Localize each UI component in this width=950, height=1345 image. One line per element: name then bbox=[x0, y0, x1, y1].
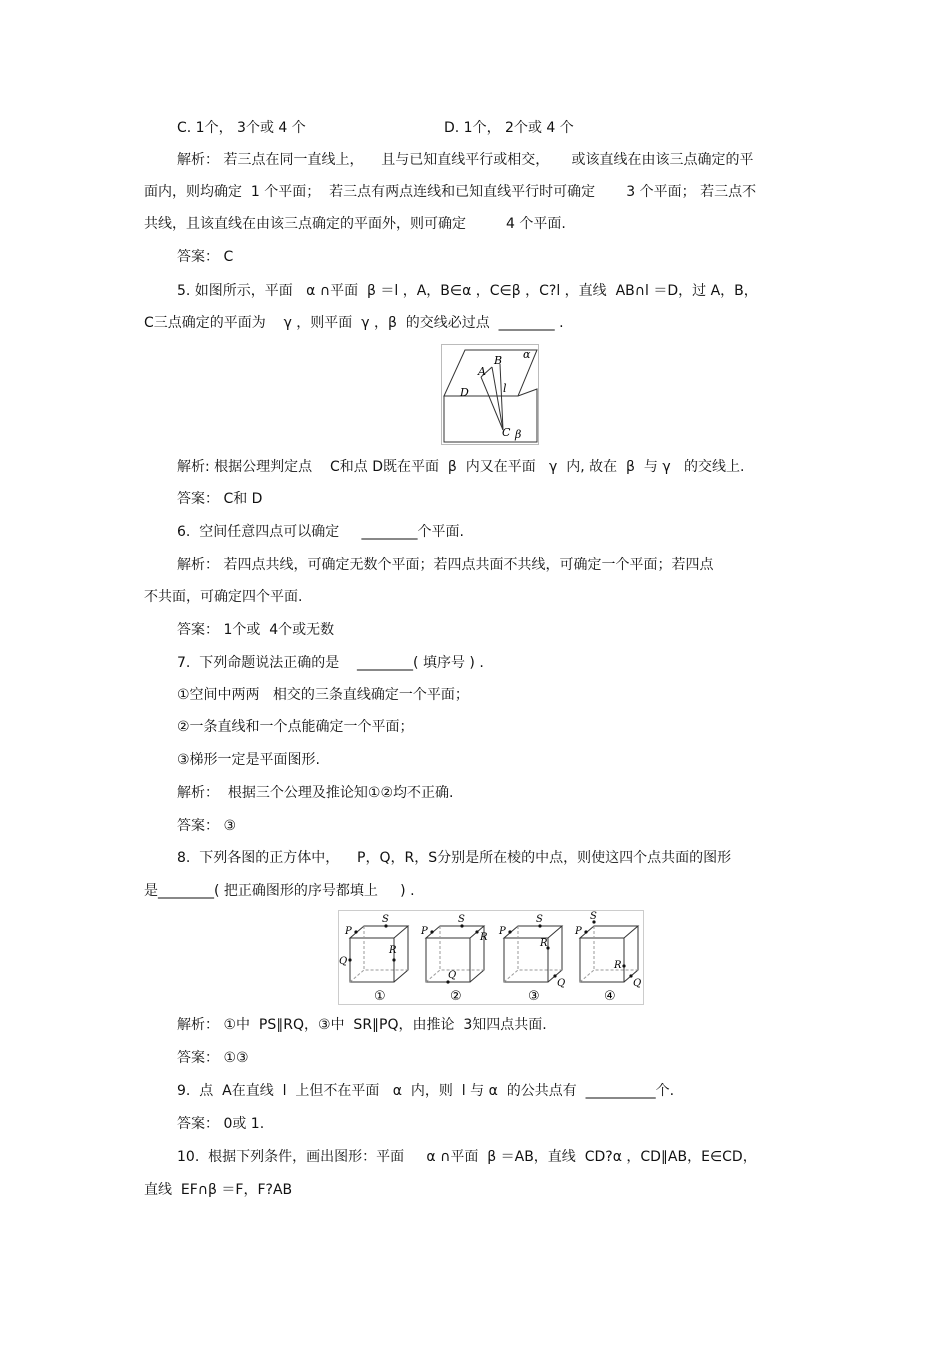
cube-number-4: ④ bbox=[604, 989, 616, 1004]
label-B: B bbox=[494, 354, 503, 367]
q9-answer: 答案： 0或 1. bbox=[177, 1116, 265, 1132]
q5-question-2: C三点确定的平面为 γ ，则平面 γ ，β 的交线必过点 ________ . bbox=[144, 315, 564, 331]
label-R: R bbox=[389, 945, 397, 956]
q6-analysis-1: 解析： 若四点共线，可确定无数个平面；若四点共面不共线，可确定一个平面；若四点 bbox=[177, 557, 714, 573]
q7-item-1: ①空间中两两 相交的三条直线确定一个平面； bbox=[177, 687, 469, 703]
cube-number-1: ① bbox=[374, 989, 386, 1004]
cube-3 bbox=[498, 914, 565, 1004]
q6-analysis-2: 不共面，可确定四个平面. bbox=[144, 589, 303, 605]
cube-4 bbox=[574, 911, 641, 1004]
label-alpha: α bbox=[523, 348, 531, 361]
q9-question: 9. 点 A在直线 l 上但不在平面 α 内，则 l 与 α 的公共点有 __________个. bbox=[177, 1083, 675, 1099]
q4-answer: 答案： C bbox=[177, 249, 234, 265]
q4-analysis-1: 解析： 若三点在同一直线上， 且与已知直线平行或相交， 或该直线在由该三点确定的平 bbox=[177, 152, 754, 168]
label-Q: Q bbox=[557, 978, 566, 989]
label-S: S bbox=[536, 914, 543, 925]
q4-analysis-3: 共线，且该直线在由该三点确定的平面外，则可确定 4 个平面. bbox=[144, 216, 566, 232]
q8-question-1: 8. 下列各图的正方体中， P，Q，R，S分别是所在棱的中点，则使这四个点共面的图形 bbox=[177, 850, 732, 866]
q5-planes-figure bbox=[441, 344, 539, 445]
label-Q: Q bbox=[339, 956, 348, 967]
label-D: D bbox=[460, 386, 469, 399]
label-beta: β bbox=[515, 428, 522, 441]
q8-answer: 答案： ①③ bbox=[177, 1050, 249, 1066]
option-c: C. 1个， 3个或 4 个 bbox=[177, 120, 306, 136]
q7-question: 7. 下列命题说法正确的是 ________( 填序号 ) . bbox=[177, 655, 484, 671]
cube-number-3: ③ bbox=[528, 989, 540, 1004]
label-C: C bbox=[502, 426, 511, 439]
q7-answer: 答案： ③ bbox=[177, 818, 237, 834]
q5-answer: 答案： C和 D bbox=[177, 491, 263, 507]
label-P: P bbox=[345, 926, 352, 937]
label-R: R bbox=[480, 932, 488, 943]
label-P: P bbox=[575, 926, 582, 937]
q8-analysis: 解析： ①中 PS∥RQ，③中 SR∥PQ，由推论 3知四点共面. bbox=[177, 1017, 547, 1033]
q7-item-3: ③梯形一定是平面图形. bbox=[177, 752, 321, 768]
label-S: S bbox=[382, 914, 389, 925]
q4-analysis-2: 面内，则均确定 1 个平面； 若三点有两点连线和已知直线平行时可确定 3 个平面； 若三点不 bbox=[144, 184, 757, 200]
q8-question-2: 是________( 把正确图形的序号都填上 ) . bbox=[144, 883, 415, 899]
q5-question-1: 5. 如图所示，平面 α ∩平面 β ＝l ，A，B∈α ，C∈β ，C?l ，直线 AB∩l ＝D，过 A，B， bbox=[177, 283, 758, 299]
label-Q: Q bbox=[448, 970, 457, 981]
label-l: l bbox=[503, 382, 507, 395]
cube-number-2: ② bbox=[450, 989, 462, 1004]
q6-question: 6. 空间任意四点可以确定 ________个平面. bbox=[177, 524, 464, 540]
label-Q: Q bbox=[633, 978, 642, 989]
q8-cubes-figure bbox=[338, 910, 644, 1005]
q10-question-2: 直线 EF∩β ＝F，F?AB bbox=[144, 1182, 293, 1198]
q6-answer: 答案： 1个或 4个或无数 bbox=[177, 622, 335, 638]
label-S: S bbox=[590, 911, 597, 922]
q7-analysis: 解析： 根据三个公理及推论知①②均不正确. bbox=[177, 785, 454, 801]
cube-2 bbox=[420, 914, 488, 1004]
label-R: R bbox=[614, 960, 622, 971]
q7-item-2: ②一条直线和一个点能确定一个平面； bbox=[177, 719, 414, 735]
cube-1 bbox=[339, 914, 408, 1004]
label-A: A bbox=[478, 365, 486, 378]
label-P: P bbox=[499, 926, 506, 937]
option-d: D. 1个， 2个或 4 个 bbox=[444, 120, 574, 136]
q5-analysis: 解析: 根据公理判定点 C和点 D既在平面 β 内又在平面 γ 内, 故在 β 与 γ 的交线上. bbox=[177, 459, 745, 475]
q10-question-1: 10. 根据下列条件，画出图形：平面 α ∩平面 β ＝AB，直线 CD?α ，CD∥AB，E∈CD， bbox=[177, 1149, 757, 1165]
label-R: R bbox=[540, 938, 548, 949]
label-S: S bbox=[458, 914, 465, 925]
label-P: P bbox=[421, 926, 428, 937]
